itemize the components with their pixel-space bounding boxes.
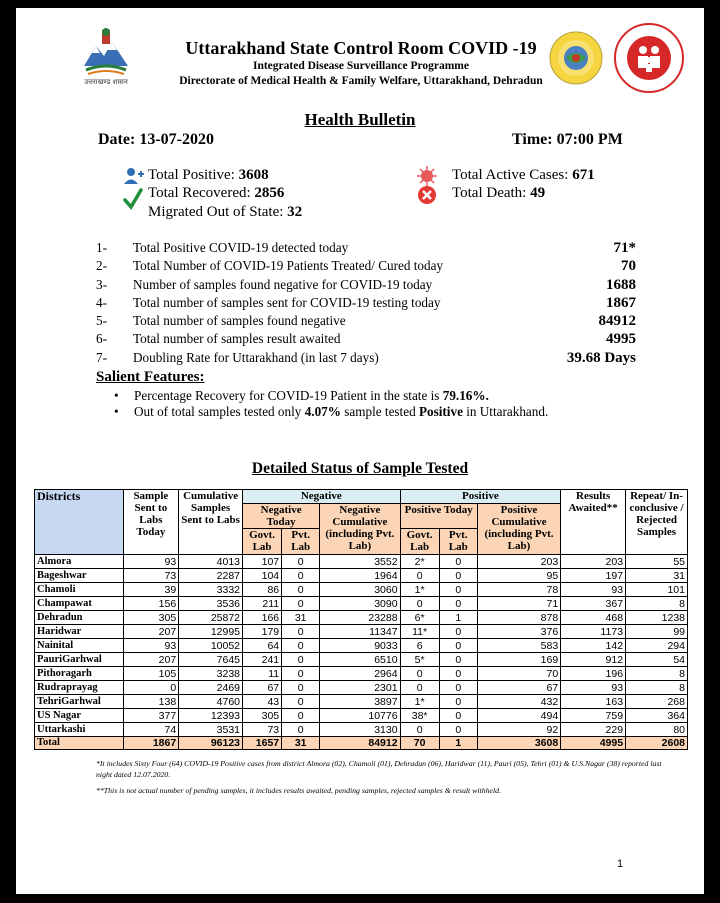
table-cell: 241 (243, 653, 282, 667)
list-item: 6- Total number of samples result awaited 4995 (96, 331, 636, 348)
table-cell: 0 (439, 597, 477, 611)
table-cell: 2964 (320, 667, 400, 681)
table-cell: 99 (626, 625, 688, 639)
table-cell: 71 (477, 597, 560, 611)
table-cell: 0 (282, 639, 320, 653)
table-row (35, 639, 688, 653)
table-cell: 294 (626, 639, 688, 653)
table-cell: 583 (477, 639, 560, 653)
table-cell: 3130 (320, 723, 400, 737)
table-cell: 468 (561, 611, 626, 625)
table-cell: 67 (477, 681, 560, 695)
table-cell: 31 (282, 611, 320, 625)
table-cell: 0 (439, 709, 477, 723)
numbered-stats (96, 240, 656, 368)
total-death: Total Death: 49 (452, 185, 546, 201)
page-subtitle: Integrated Disease Surveillance Programme (252, 60, 469, 72)
footnote-2: **This is not actual number of pending samples, it includes results awaited, pending samples, rejected samples & result withheld. (96, 786, 501, 795)
col-awaited: Results Awaited** (561, 490, 626, 555)
table-cell: 95 (477, 569, 560, 583)
table-row (35, 695, 688, 709)
table-cell: 31 (626, 569, 688, 583)
table-cell: 96123 (179, 737, 243, 750)
col-neg-pvt: Pvt. Lab (282, 529, 320, 555)
table-cell: 0 (282, 667, 320, 681)
table-cell: 0 (439, 639, 477, 653)
table-row (35, 723, 688, 737)
table-cell: 11 (243, 667, 282, 681)
table-cell: 377 (123, 709, 179, 723)
salient-features-heading: Salient Features: (96, 369, 205, 385)
table-cell: 3552 (320, 555, 400, 569)
table-cell: 73 (243, 723, 282, 737)
col-neg-cum: Negative Cumulative (including Pvt. Lab) (320, 504, 400, 555)
table-cell: 12995 (179, 625, 243, 639)
col-positive: Positive (400, 490, 561, 504)
table-cell: 1867 (123, 737, 179, 750)
table-title: Detailed Status of Sample Tested (251, 460, 469, 477)
district-name-cell: Uttarkashi (35, 723, 124, 737)
bulletin-time: Time: 07:00 PM (512, 131, 623, 148)
table-cell: 0 (282, 681, 320, 695)
table-cell: 70 (400, 737, 439, 750)
table-cell: 12393 (179, 709, 243, 723)
table-cell: 0 (282, 583, 320, 597)
table-cell: 1 (439, 611, 477, 625)
col-sample-today: Sample Sent to Labs Today (123, 490, 179, 555)
table-cell: 55 (626, 555, 688, 569)
table-row (35, 583, 688, 597)
district-name-cell: Almora (35, 555, 124, 569)
uttarakhand-emblem-icon (76, 26, 136, 90)
national-health-mission-logo-icon (613, 22, 685, 94)
total-active: Total Active Cases: 671 (452, 167, 595, 183)
table-cell: 93 (123, 639, 179, 653)
table-cell: 305 (123, 611, 179, 625)
table-total-row (35, 737, 688, 750)
table-cell: 2301 (320, 681, 400, 695)
table-cell: 432 (477, 695, 560, 709)
table-cell: 0 (282, 597, 320, 611)
total-recovered: Total Recovered: 2856 (148, 185, 285, 201)
table-cell: 84912 (320, 737, 400, 750)
table-cell: 11* (400, 625, 439, 639)
table-cell: 0 (282, 695, 320, 709)
table-cell: 6510 (320, 653, 400, 667)
table-cell: 156 (123, 597, 179, 611)
idsp-logo-icon (548, 30, 604, 86)
page-title: Uttarakhand State Control Room COVID -19 (185, 38, 537, 58)
table-cell: 54 (626, 653, 688, 667)
table-cell: 3608 (477, 737, 560, 750)
table-cell: 70 (477, 667, 560, 681)
table-cell: 6 (400, 639, 439, 653)
page-number: 1 (617, 858, 624, 870)
table-cell: 169 (477, 653, 560, 667)
table-cell: 0 (282, 709, 320, 723)
district-name-cell: Chamoli (35, 583, 124, 597)
table-cell: 211 (243, 597, 282, 611)
table-cell: 0 (439, 723, 477, 737)
table-cell: 0 (282, 555, 320, 569)
table-cell: 86 (243, 583, 282, 597)
table-cell: 1 (439, 737, 477, 750)
table-cell: 39 (123, 583, 179, 597)
district-name-cell: US Nagar (35, 709, 124, 723)
table-cell: 268 (626, 695, 688, 709)
col-pos-today: Positive Today (400, 504, 477, 529)
table-cell: 3238 (179, 667, 243, 681)
list-item: 2- Total Number of COVID-19 Patients Treated/ Cured today 70 (96, 258, 636, 275)
table-cell: 0 (400, 723, 439, 737)
table-cell: 912 (561, 653, 626, 667)
district-name-cell: TehriGarhwal (35, 695, 124, 709)
table-cell: 107 (243, 555, 282, 569)
table-cell: 0 (400, 667, 439, 681)
table-cell: 364 (626, 709, 688, 723)
table-cell: 1173 (561, 625, 626, 639)
table-cell: 80 (626, 723, 688, 737)
table-cell: 4760 (179, 695, 243, 709)
table-cell: 878 (477, 611, 560, 625)
table-cell: 101 (626, 583, 688, 597)
table-cell: 5* (400, 653, 439, 667)
table-cell: 10052 (179, 639, 243, 653)
district-name-cell: Dehradun (35, 611, 124, 625)
table-cell: 11347 (320, 625, 400, 639)
total-positive: Total Positive: 3608 (148, 167, 269, 183)
table-cell: 1964 (320, 569, 400, 583)
table-cell: 2608 (626, 737, 688, 750)
table-row (35, 625, 688, 639)
table-row (35, 611, 688, 625)
district-name-cell: Rudraprayag (35, 681, 124, 695)
table-cell: 3531 (179, 723, 243, 737)
bulletin-date: Date: 13-07-2020 (98, 131, 214, 148)
list-item: 7- Doubling Rate for Uttarakhand (in last 7 days) 39.68 Days (96, 349, 636, 366)
table-row (35, 667, 688, 681)
table-cell: 2* (400, 555, 439, 569)
table-cell: 179 (243, 625, 282, 639)
district-name-cell: PauriGarhwal (35, 653, 124, 667)
table-cell: 1* (400, 695, 439, 709)
district-name-cell: Champawat (35, 597, 124, 611)
table-cell: 0 (282, 569, 320, 583)
table-cell: 759 (561, 709, 626, 723)
table-cell: 25872 (179, 611, 243, 625)
table-cell: 43 (243, 695, 282, 709)
table-cell: 74 (123, 723, 179, 737)
table-cell: 1657 (243, 737, 282, 750)
district-name-cell: Nainital (35, 639, 124, 653)
col-pos-cum: Positive Cumulative (including Pvt. Lab) (477, 504, 560, 555)
bulletin-title: Health Bulletin (304, 110, 416, 129)
col-repeat: Repeat/ In-conclusive / Rejected Samples (626, 490, 688, 555)
table-row (35, 569, 688, 583)
table-cell: 8 (626, 681, 688, 695)
col-pos-pvt: Pvt. Lab (439, 529, 477, 555)
table-cell: 78 (477, 583, 560, 597)
table-cell: 2287 (179, 569, 243, 583)
table-cell: 23288 (320, 611, 400, 625)
col-neg-today: Negative Today (243, 504, 320, 529)
table-cell: 67 (243, 681, 282, 695)
list-item: 4- Total number of samples sent for COVID-19 testing today 1867 (96, 294, 636, 311)
table-cell: 305 (243, 709, 282, 723)
col-pos-govt: Govt. Lab (400, 529, 439, 555)
col-cum-samples: Cumulative Samples Sent to Labs (179, 490, 243, 555)
table-cell: 3897 (320, 695, 400, 709)
table-cell: 3332 (179, 583, 243, 597)
table-cell: 376 (477, 625, 560, 639)
table-row (35, 709, 688, 723)
table-cell: 4013 (179, 555, 243, 569)
table-cell: 494 (477, 709, 560, 723)
table-cell: 207 (123, 653, 179, 667)
table-cell: 197 (561, 569, 626, 583)
checkmark-icon (123, 188, 143, 215)
table-cell: 64 (243, 639, 282, 653)
district-name-cell: Haridwar (35, 625, 124, 639)
table-cell: 3060 (320, 583, 400, 597)
table-row (35, 597, 688, 611)
district-name-cell: Total (35, 737, 124, 750)
table-cell: 163 (561, 695, 626, 709)
table-cell: 0 (439, 667, 477, 681)
table-row (35, 681, 688, 695)
table-cell: 0 (282, 625, 320, 639)
table-row (35, 653, 688, 667)
table-cell: 0 (439, 555, 477, 569)
table-cell: 0 (400, 681, 439, 695)
col-negative: Negative (243, 490, 401, 504)
list-item: 5- Total number of samples found negative 84912 (96, 313, 636, 330)
table-cell: 0 (439, 681, 477, 695)
table-cell: 0 (282, 723, 320, 737)
salient-bullet-1: • Percentage Recovery for COVID-19 Patient in the state is 79.16%. (134, 388, 489, 404)
table-cell: 166 (243, 611, 282, 625)
table-cell: 73 (123, 569, 179, 583)
table-cell: 196 (561, 667, 626, 681)
table-cell: 3536 (179, 597, 243, 611)
add-person-icon (123, 167, 145, 190)
table-cell: 229 (561, 723, 626, 737)
table-cell: 0 (439, 583, 477, 597)
district-name-cell: Pithoragarh (35, 667, 124, 681)
district-name-cell: Bageshwar (35, 569, 124, 583)
table-cell: 0 (439, 653, 477, 667)
table-cell: 138 (123, 695, 179, 709)
table-cell: 203 (477, 555, 560, 569)
col-districts: Districts (35, 490, 124, 555)
table-cell: 0 (400, 569, 439, 583)
table-cell: 8 (626, 597, 688, 611)
footnote-1: *It includes Sixty Four (64) COVID-19 Positive cases from district Almora (02), Chamoli (01), Dehradun (06), Haridwar (11), Pauri (05), Tehri (01) & U.S.Nagar (38) reported last night dated 12.07.2020. (96, 759, 662, 779)
table-cell: 7645 (179, 653, 243, 667)
left-logo-caption: उत्तराखण्ड शासन (84, 78, 128, 86)
table-cell: 105 (123, 667, 179, 681)
list-item: 1- Total Positive COVID-19 detected today 71* (96, 240, 636, 256)
death-x-icon (417, 185, 437, 210)
table-cell: 207 (123, 625, 179, 639)
table-cell: 0 (123, 681, 179, 695)
table-cell: 0 (439, 695, 477, 709)
table-cell: 31 (282, 737, 320, 750)
table-cell: 0 (282, 653, 320, 667)
table-cell: 2469 (179, 681, 243, 695)
table-cell: 0 (400, 597, 439, 611)
table-cell: 9033 (320, 639, 400, 653)
directorate-line: Directorate of Medical Health & Family Welfare, Uttarakhand, Dehradun (179, 75, 543, 87)
table-cell: 1* (400, 583, 439, 597)
table-row (35, 555, 688, 569)
table-cell: 367 (561, 597, 626, 611)
table-cell: 104 (243, 569, 282, 583)
table-cell: 6* (400, 611, 439, 625)
table-cell: 142 (561, 639, 626, 653)
table-cell: 93 (561, 681, 626, 695)
table-cell: 1238 (626, 611, 688, 625)
table-cell: 93 (561, 583, 626, 597)
sample-status-table (34, 489, 688, 750)
table-cell: 0 (439, 625, 477, 639)
table-cell: 3090 (320, 597, 400, 611)
table-cell: 4995 (561, 737, 626, 750)
col-neg-govt: Govt. Lab (243, 529, 282, 555)
table-cell: 203 (561, 555, 626, 569)
migrated-out: Migrated Out of State: 32 (148, 204, 303, 220)
header (16, 8, 704, 98)
table-cell: 0 (439, 569, 477, 583)
table-cell: 92 (477, 723, 560, 737)
table-cell: 93 (123, 555, 179, 569)
table-cell: 38* (400, 709, 439, 723)
bulletin-page (16, 8, 704, 894)
table-cell: 8 (626, 667, 688, 681)
list-item: 3- Number of samples found negative for COVID-19 today 1688 (96, 276, 636, 293)
table-cell: 10776 (320, 709, 400, 723)
salient-bullet-2: • Out of total samples tested only 4.07% sample tested Positive in Uttarakhand. (134, 404, 548, 420)
